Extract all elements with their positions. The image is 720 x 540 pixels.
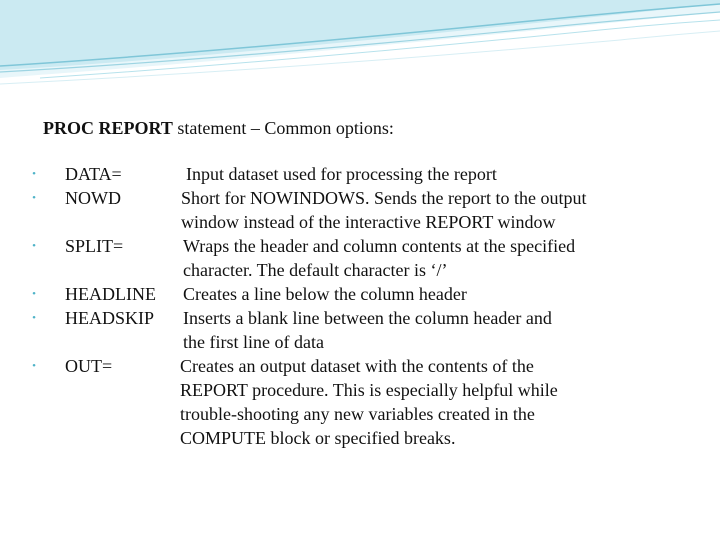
description-line: Input dataset used for processing the report: [186, 164, 497, 184]
description-line: character. The default character is ‘/’: [183, 260, 448, 280]
description-line: Wraps the header and column contents at the specified: [183, 236, 576, 256]
description-line: Short for NOWINDOWS. Sends the report to the output: [181, 188, 587, 208]
bullet-icon: •: [32, 240, 36, 252]
header-wave-decoration: [0, 0, 720, 110]
wave-band-front: [0, 0, 720, 70]
option-description: [180, 354, 558, 450]
option-name: DATA=: [65, 164, 122, 184]
option-description: [186, 162, 497, 186]
option-description: [183, 282, 467, 306]
description-line: window instead of the interactive REPORT window: [181, 212, 556, 232]
bullet-icon: •: [32, 360, 36, 372]
option-name: SPLIT=: [65, 236, 124, 256]
title-bold-part: PROC REPORT: [43, 118, 173, 138]
slide-title: [43, 116, 394, 140]
bullet-icon: •: [32, 288, 36, 300]
description-line: Creates an output dataset with the contents of the: [180, 356, 534, 376]
option-name: HEADSKIP: [65, 308, 155, 328]
bullet-icon: •: [32, 192, 36, 204]
option-name: NOWD: [65, 188, 121, 208]
option-name: OUT=: [65, 356, 113, 376]
description-line: COMPUTE block or specified breaks.: [180, 428, 456, 448]
description-line: the first line of data: [183, 332, 324, 352]
option-description: [181, 186, 586, 234]
description-line: Creates a line below the column header: [183, 284, 467, 304]
option-name: HEADLINE: [65, 284, 156, 304]
description-line: REPORT procedure. This is especially helpful while: [180, 380, 558, 400]
title-rest: statement – Common options:: [172, 118, 394, 138]
option-description: [183, 234, 575, 282]
description-line: trouble-shooting any new variables created in the: [180, 404, 535, 424]
option-description: [183, 306, 552, 354]
bullet-icon: •: [32, 168, 36, 180]
description-line: Inserts a blank line between the column header and: [183, 308, 552, 328]
bullet-icon: •: [32, 312, 36, 324]
